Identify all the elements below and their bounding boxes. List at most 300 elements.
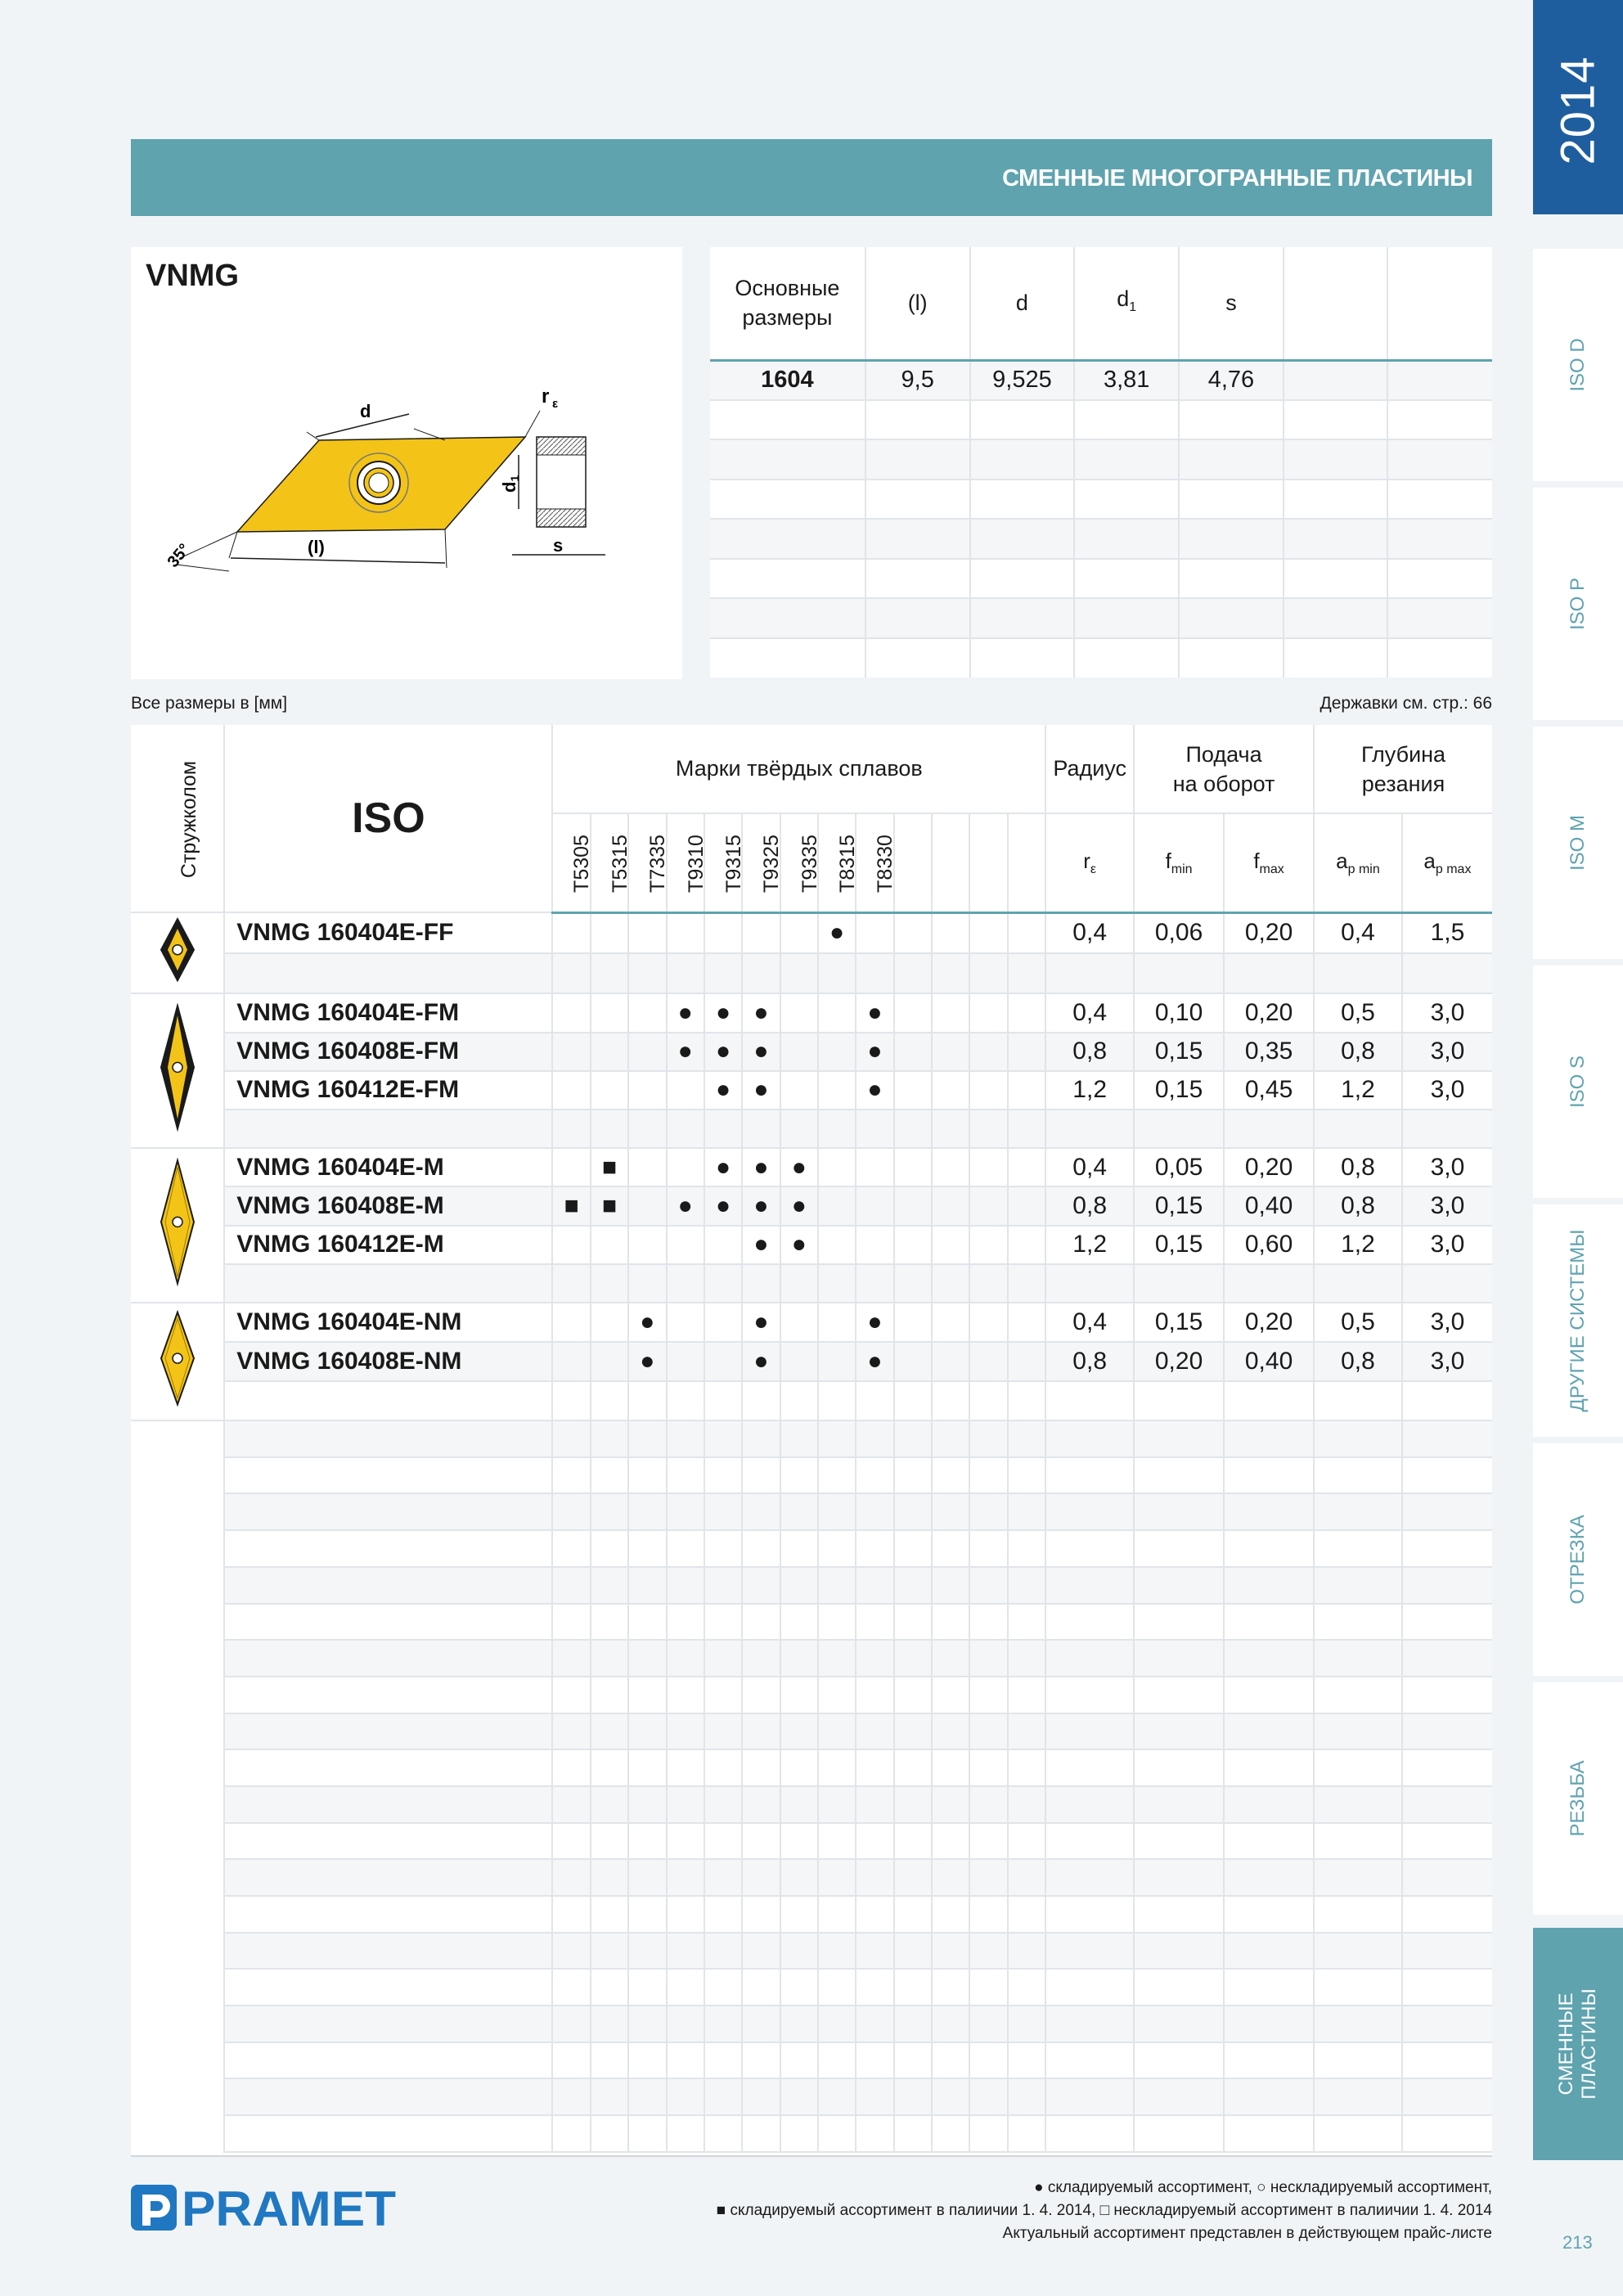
empty-cell xyxy=(969,1969,1007,2006)
grade-cell xyxy=(1008,1071,1046,1110)
label-angle: 35° xyxy=(164,540,194,571)
chipbreaker-header: Стружколом xyxy=(131,725,224,912)
empty-cell xyxy=(1314,1677,1402,1713)
empty-cell xyxy=(224,1640,552,1677)
empty-cell xyxy=(780,1786,818,1823)
grade-cell xyxy=(704,1342,742,1381)
empty-cell xyxy=(628,1713,666,1750)
grade-availability-mark: ● xyxy=(742,1033,780,1071)
empty-cell xyxy=(969,1530,1007,1567)
grade-cell xyxy=(1008,1264,1046,1303)
dims-d: 9,525 xyxy=(970,360,1075,400)
empty-cell xyxy=(742,2006,780,2042)
grade-cell xyxy=(932,1226,969,1264)
grade-cell xyxy=(591,912,628,953)
empty-cell xyxy=(552,1933,590,1970)
empty-cell xyxy=(1008,1896,1046,1933)
empty-cell xyxy=(969,1749,1007,1786)
feed-header: Подача на оборот xyxy=(1134,725,1314,813)
iso-code: VNMG 160404E-M xyxy=(224,1148,552,1186)
svg-text:PRAMET: PRAMET xyxy=(182,2183,396,2234)
tab-label: ОТРЕЗКА xyxy=(1567,1515,1589,1605)
empty-cell xyxy=(1008,1457,1046,1494)
grade-cell xyxy=(894,1264,932,1303)
grade-availability-mark: ● xyxy=(856,1071,893,1110)
value-r xyxy=(1045,1381,1134,1420)
grade-cell xyxy=(667,1264,704,1303)
product-row[interactable] xyxy=(131,1186,1492,1225)
insert-name: VNMG xyxy=(146,259,239,293)
empty-cell xyxy=(1402,1457,1492,1494)
empty-cell xyxy=(856,1457,893,1494)
value-fmin: 0,06 xyxy=(1134,912,1224,953)
dims-header-main: Основные размеры xyxy=(710,247,865,360)
year-tab[interactable] xyxy=(1533,0,1623,214)
value-fmin xyxy=(1134,1264,1224,1303)
empty-cell xyxy=(818,1677,856,1713)
empty-cell xyxy=(591,1640,628,1677)
empty-cell xyxy=(932,1786,969,1823)
empty-cell xyxy=(704,1896,742,1933)
empty-cell xyxy=(224,1530,552,1567)
grade-cell xyxy=(818,1110,856,1148)
page-number: 213 xyxy=(1562,2232,1593,2253)
empty-cell xyxy=(1224,1823,1314,1860)
grade-cell xyxy=(628,1033,666,1071)
empty-cell xyxy=(552,1677,590,1713)
empty-cell xyxy=(894,1933,932,1970)
empty-cell xyxy=(1008,1933,1046,1970)
empty-row xyxy=(131,1457,1492,1494)
iso-code xyxy=(224,1110,552,1148)
grade-availability-mark: ● xyxy=(780,1186,818,1225)
empty-cell xyxy=(131,1677,224,1713)
tab-iso-m[interactable] xyxy=(1533,727,1623,959)
empty-cell xyxy=(932,2006,969,2042)
empty-cell xyxy=(667,1859,704,1896)
empty-cell xyxy=(1224,1713,1314,1750)
empty-cell xyxy=(1134,1896,1224,1933)
iso-code: VNMG 160408E-FM xyxy=(224,1033,552,1071)
empty-cell xyxy=(591,1457,628,1494)
empty-cell xyxy=(667,1604,704,1641)
value-apmin xyxy=(1314,1381,1402,1420)
value-r: 1,2 xyxy=(1045,1226,1134,1264)
product-row[interactable] xyxy=(131,1342,1492,1381)
value-apmax: 3,0 xyxy=(1402,1033,1492,1071)
empty-cell xyxy=(552,1604,590,1641)
grade-cell xyxy=(932,953,969,994)
empty-cell xyxy=(818,1493,856,1530)
empty-cell xyxy=(780,1859,818,1896)
empty-cell xyxy=(932,1823,969,1860)
empty-cell xyxy=(591,2115,628,2152)
empty-cell xyxy=(667,1567,704,1604)
empty-row xyxy=(131,1677,1492,1713)
empty-cell xyxy=(894,1420,932,1457)
grade-cell xyxy=(628,1148,666,1186)
empty-cell xyxy=(1402,1896,1492,1933)
product-row[interactable] xyxy=(131,1071,1492,1110)
grade-cell xyxy=(628,912,666,953)
grade-cell xyxy=(818,1148,856,1186)
empty-cell xyxy=(667,2042,704,2079)
empty-cell xyxy=(667,2078,704,2115)
value-r: 0,8 xyxy=(1045,1186,1134,1225)
empty-row xyxy=(131,1896,1492,1933)
label-d: d xyxy=(360,401,371,421)
empty-cell xyxy=(1224,1530,1314,1567)
empty-cell xyxy=(1134,2006,1224,2042)
empty-cell xyxy=(1314,2042,1402,2079)
grade-cell xyxy=(552,1226,590,1264)
grade-col-header: T8315 xyxy=(818,813,856,912)
empty-cell xyxy=(1045,1823,1134,1860)
empty-cell xyxy=(894,1969,932,2006)
empty-cell xyxy=(856,2042,893,2079)
grade-cell xyxy=(552,1148,590,1186)
label-d1: d1 xyxy=(499,475,521,493)
empty-cell xyxy=(131,2006,224,2042)
grade-availability-mark: ● xyxy=(667,1186,704,1225)
empty-row xyxy=(131,1933,1492,1970)
grade-availability-mark: ● xyxy=(667,1033,704,1071)
tab-inserts[interactable] xyxy=(1533,1928,1623,2160)
tab-threading[interactable] xyxy=(1533,1682,1623,1915)
empty-cell xyxy=(704,1567,742,1604)
value-apmax xyxy=(1402,1110,1492,1148)
empty-cell xyxy=(894,1896,932,1933)
grade-cell xyxy=(552,1071,590,1110)
grade-cell xyxy=(1008,1186,1046,1225)
value-apmax: 3,0 xyxy=(1402,1226,1492,1264)
empty-cell xyxy=(552,1786,590,1823)
empty-cell xyxy=(1008,1604,1046,1641)
value-fmax: 0,40 xyxy=(1224,1186,1314,1225)
empty-cell xyxy=(591,2006,628,2042)
value-r: 0,8 xyxy=(1045,1033,1134,1071)
empty-row xyxy=(131,2042,1492,2079)
empty-cell xyxy=(667,2006,704,2042)
empty-cell xyxy=(780,1969,818,2006)
grade-cell xyxy=(552,1342,590,1381)
empty-cell xyxy=(1224,1896,1314,1933)
empty-cell xyxy=(1008,1640,1046,1677)
value-apmin: 0,8 xyxy=(1314,1342,1402,1381)
empty-cell xyxy=(1045,1786,1134,1823)
apmin-header: $a_{p min}$ xyxy=(1314,813,1402,912)
dimensions-table xyxy=(710,247,1492,678)
empty-cell xyxy=(894,1786,932,1823)
empty-row xyxy=(131,1264,1492,1303)
empty-cell xyxy=(1134,2078,1224,2115)
grade-availability-mark: ■ xyxy=(552,1186,590,1225)
value-fmin: 0,15 xyxy=(1134,1186,1224,1225)
empty-cell xyxy=(742,1604,780,1641)
grade-cell xyxy=(628,1381,666,1420)
grade-cell xyxy=(969,1148,1007,1186)
grade-cell xyxy=(818,1186,856,1225)
grade-cell xyxy=(969,912,1007,953)
empty-cell xyxy=(704,1749,742,1786)
value-apmin: 0,5 xyxy=(1314,993,1402,1032)
grade-cell xyxy=(894,1226,932,1264)
empty-cell xyxy=(856,1823,893,1860)
empty-cell xyxy=(1402,1604,1492,1641)
empty-cell xyxy=(131,1896,224,1933)
grade-cell xyxy=(894,1342,932,1381)
grade-availability-mark: ● xyxy=(818,912,856,953)
empty-cell xyxy=(780,2078,818,2115)
chipbreaker-cell xyxy=(131,1303,224,1420)
empty-cell xyxy=(818,1969,856,2006)
banner-title: СМЕННЫЕ МНОГОГРАННЫЕ ПЛАСТИНЫ xyxy=(1002,165,1472,191)
empty-cell xyxy=(131,1420,224,1457)
empty-cell xyxy=(932,1640,969,1677)
tab-label: ISO M xyxy=(1567,814,1589,871)
value-r: 0,4 xyxy=(1045,993,1134,1032)
tab-label: РЕЗЬБА xyxy=(1567,1760,1589,1837)
empty-cell xyxy=(1402,1786,1492,1823)
empty-cell xyxy=(591,1420,628,1457)
grade-cell xyxy=(742,912,780,953)
grades-header: Марки твёрдых сплавов xyxy=(552,725,1045,813)
value-fmin: 0,15 xyxy=(1134,1071,1224,1110)
grade-availability-mark: ● xyxy=(628,1342,666,1381)
grade-cell xyxy=(667,1110,704,1148)
empty-cell xyxy=(131,1859,224,1896)
grade-cell xyxy=(780,1033,818,1071)
empty-cell xyxy=(1134,2115,1224,2152)
empty-cell xyxy=(1134,1677,1224,1713)
grade-cell xyxy=(742,1381,780,1420)
grade-cell xyxy=(894,993,932,1032)
pramet-logo[interactable] xyxy=(131,2183,401,2238)
grade-availability-mark: ● xyxy=(704,1071,742,1110)
product-row[interactable] xyxy=(131,1033,1492,1071)
empty-cell xyxy=(628,2078,666,2115)
empty-cell xyxy=(1402,2006,1492,2042)
grade-col-header: T9325 xyxy=(742,813,780,912)
empty-cell xyxy=(1045,1677,1134,1713)
grade-col-header: T5305 xyxy=(552,813,590,912)
empty-cell xyxy=(591,1530,628,1567)
empty-cell xyxy=(1314,1493,1402,1530)
empty-cell xyxy=(667,1933,704,1970)
empty-cell xyxy=(1224,1969,1314,2006)
empty-cell xyxy=(1045,1530,1134,1567)
empty-row xyxy=(131,1567,1492,1604)
empty-cell xyxy=(818,2006,856,2042)
empty-cell xyxy=(818,1786,856,1823)
empty-cell xyxy=(742,1640,780,1677)
empty-cell xyxy=(1045,1933,1134,1970)
empty-cell xyxy=(742,2078,780,2115)
grade-cell xyxy=(818,1342,856,1381)
empty-cell xyxy=(1134,1530,1224,1567)
grade-cell xyxy=(969,1381,1007,1420)
value-r xyxy=(1045,1110,1134,1148)
tab-iso-p[interactable] xyxy=(1533,488,1623,720)
grade-availability-mark: ● xyxy=(742,1186,780,1225)
empty-cell xyxy=(1314,1786,1402,1823)
empty-cell xyxy=(894,2078,932,2115)
grade-cell xyxy=(667,1381,704,1420)
grade-col-header: T9310 xyxy=(667,813,704,912)
insert-drawing-box xyxy=(131,247,682,679)
empty-cell xyxy=(1402,1969,1492,2006)
empty-cell xyxy=(552,1823,590,1860)
empty-cell xyxy=(1402,1823,1492,1860)
empty-cell xyxy=(742,1530,780,1567)
product-row[interactable] xyxy=(131,993,1492,1032)
grade-cell xyxy=(856,1264,893,1303)
empty-cell xyxy=(667,1896,704,1933)
empty-cell xyxy=(932,2078,969,2115)
empty-cell xyxy=(1224,2115,1314,2152)
grade-cell xyxy=(894,1148,932,1186)
empty-cell xyxy=(591,1604,628,1641)
grade-cell xyxy=(704,912,742,953)
product-row[interactable] xyxy=(131,912,1492,953)
value-r: 0,4 xyxy=(1045,1148,1134,1186)
empty-cell xyxy=(131,1933,224,1970)
empty-cell xyxy=(1314,2006,1402,2042)
empty-cell xyxy=(969,1604,1007,1641)
tab-parting[interactable] xyxy=(1533,1443,1623,1676)
empty-cell xyxy=(1045,2042,1134,2079)
empty-cell xyxy=(1045,1457,1134,1494)
grade-availability-mark: ● xyxy=(742,1148,780,1186)
empty-cell xyxy=(894,1749,932,1786)
empty-cell xyxy=(1314,2078,1402,2115)
empty-row xyxy=(131,1110,1492,1148)
empty-cell xyxy=(1224,2042,1314,2079)
empty-cell xyxy=(856,1969,893,2006)
tab-other-systems[interactable] xyxy=(1533,1204,1623,1437)
empty-cell xyxy=(969,2006,1007,2042)
empty-cell xyxy=(224,1786,552,1823)
grade-cell xyxy=(894,1186,932,1225)
empty-cell xyxy=(667,1530,704,1567)
dims-header-s: s xyxy=(1179,247,1284,360)
chipbreaker-cell xyxy=(131,1148,224,1303)
empty-cell xyxy=(932,1530,969,1567)
value-fmin xyxy=(1134,1110,1224,1148)
empty-cell xyxy=(780,2042,818,2079)
empty-cell xyxy=(1314,1969,1402,2006)
empty-cell xyxy=(667,1420,704,1457)
grade-availability-mark: ● xyxy=(742,1303,780,1342)
empty-cell xyxy=(856,1567,893,1604)
grade-cell xyxy=(667,953,704,994)
grade-cell xyxy=(818,1033,856,1071)
empty-cell xyxy=(1008,1713,1046,1750)
product-row[interactable] xyxy=(131,1148,1492,1186)
empty-cell xyxy=(591,2078,628,2115)
tab-iso-s[interactable] xyxy=(1533,966,1623,1198)
empty-cell xyxy=(1224,1786,1314,1823)
grade-cell xyxy=(552,993,590,1032)
empty-cell xyxy=(552,2078,590,2115)
empty-cell xyxy=(224,2078,552,2115)
holders-ref[interactable]: Державки см. стр.: 66 xyxy=(1320,694,1492,713)
empty-cell xyxy=(667,1493,704,1530)
grade-cell xyxy=(932,1381,969,1420)
pramet-logo-mark xyxy=(131,2183,401,2234)
tab-iso-d[interactable] xyxy=(1533,249,1623,481)
iso-code xyxy=(224,1264,552,1303)
empty-cell xyxy=(780,1640,818,1677)
empty-cell xyxy=(780,1823,818,1860)
empty-cell xyxy=(1224,1677,1314,1713)
empty-row xyxy=(131,1493,1492,1530)
grade-cell xyxy=(667,1148,704,1186)
value-apmin xyxy=(1314,1110,1402,1148)
legend xyxy=(717,2177,1492,2245)
empty-cell xyxy=(969,2078,1007,2115)
empty-cell xyxy=(1402,1749,1492,1786)
empty-cell xyxy=(932,1457,969,1494)
empty-cell xyxy=(856,2078,893,2115)
empty-cell xyxy=(742,1896,780,1933)
dims-s: 4,76 xyxy=(1179,360,1284,400)
products-table-box xyxy=(131,725,1492,2155)
grade-cell xyxy=(780,1303,818,1342)
empty-cell xyxy=(932,1859,969,1896)
value-r: 0,8 xyxy=(1045,1342,1134,1381)
empty-cell xyxy=(224,1457,552,1494)
empty-cell xyxy=(1314,1859,1402,1896)
empty-cell xyxy=(1224,1567,1314,1604)
empty-cell xyxy=(1402,1677,1492,1713)
value-apmin: 0,8 xyxy=(1314,1186,1402,1225)
value-apmin xyxy=(1314,1264,1402,1303)
tab-label: ISO P xyxy=(1567,577,1589,631)
empty-cell xyxy=(1008,1969,1046,2006)
grade-cell xyxy=(667,1342,704,1381)
value-apmax: 3,0 xyxy=(1402,1186,1492,1225)
empty-cell xyxy=(894,2006,932,2042)
grade-cell xyxy=(780,1071,818,1110)
empty-cell xyxy=(1045,2006,1134,2042)
empty-cell xyxy=(704,1823,742,1860)
empty-cell xyxy=(818,1604,856,1641)
empty-cell xyxy=(780,1457,818,1494)
empty-cell xyxy=(628,1749,666,1786)
empty-cell xyxy=(1134,1604,1224,1641)
grade-cell xyxy=(742,1110,780,1148)
empty-cell xyxy=(1224,1420,1314,1457)
empty-cell xyxy=(742,1493,780,1530)
empty-cell xyxy=(628,1933,666,1970)
empty-row xyxy=(131,1859,1492,1896)
empty-cell xyxy=(224,1749,552,1786)
grade-cell xyxy=(1008,993,1046,1032)
grade-cell xyxy=(591,1264,628,1303)
product-row[interactable] xyxy=(131,1226,1492,1264)
grade-availability-mark: ■ xyxy=(591,1148,628,1186)
empty-cell xyxy=(552,1420,590,1457)
empty-cell xyxy=(780,1933,818,1970)
empty-cell xyxy=(667,1786,704,1823)
tab-label: ISO S xyxy=(1567,1055,1589,1109)
product-row[interactable] xyxy=(131,1303,1492,1342)
legend-line: ● складируемый ассортимент, ○ нескладируемый ассортимент, xyxy=(1034,2179,1492,2196)
empty-cell xyxy=(552,1859,590,1896)
empty-cell xyxy=(1134,1493,1224,1530)
empty-cell xyxy=(1008,2115,1046,2152)
